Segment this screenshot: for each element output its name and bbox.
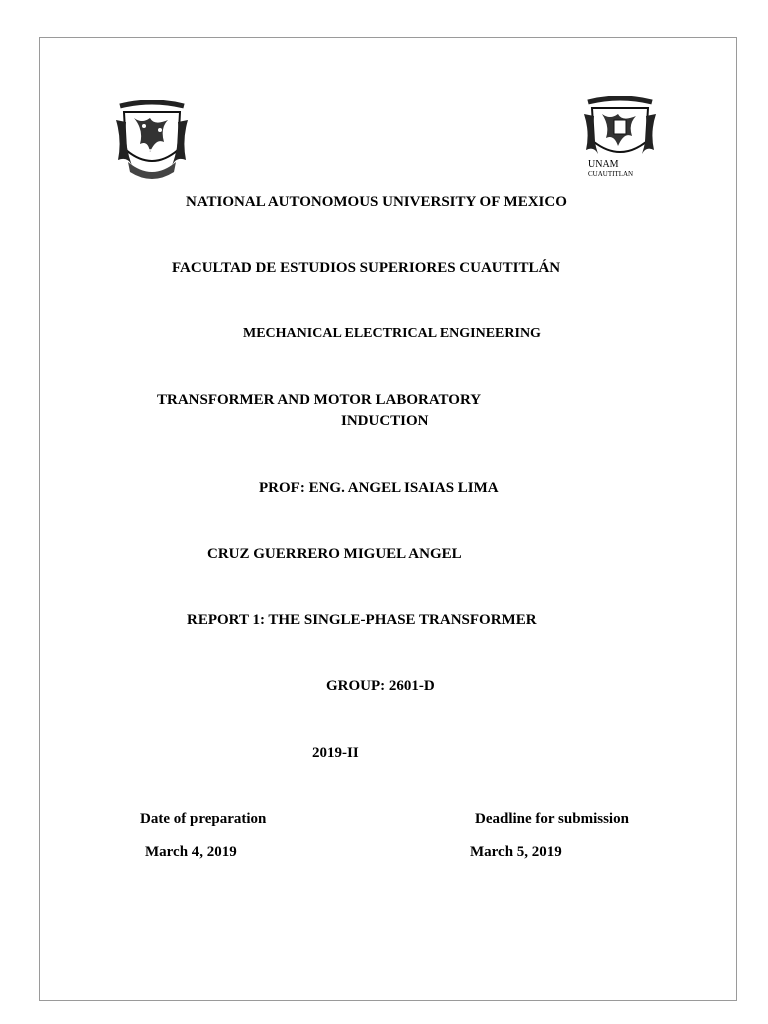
unam-coat-of-arms-icon: [114, 100, 190, 182]
group-number: GROUP: 2601-D: [326, 678, 435, 694]
university-title: NATIONAL AUTONOMOUS UNIVERSITY OF MEXICO: [186, 194, 567, 210]
course-title-line1: TRANSFORMER AND MOTOR LABORATORY: [157, 392, 482, 408]
semester: 2019-II: [312, 745, 359, 761]
report-title: REPORT 1: THE SINGLE-PHASE TRANSFORMER: [187, 612, 537, 628]
course-title-line2: INDUCTION: [341, 413, 429, 429]
professor-name: PROF: ENG. ANGEL ISAIAS LIMA: [259, 480, 499, 496]
logo-caption-unam: UNAM: [588, 159, 619, 170]
deadline-label: Deadline for submission: [475, 811, 629, 827]
program-title: MECHANICAL ELECTRICAL ENGINEERING: [243, 326, 541, 341]
deadline-value: March 5, 2019: [470, 844, 562, 860]
preparation-date-value: March 4, 2019: [145, 844, 237, 860]
faculty-title: FACULTAD DE ESTUDIOS SUPERIORES CUAUTITLÁN: [172, 260, 561, 276]
fes-cuautitlan-emblem-icon: [584, 96, 656, 160]
logo-caption-cuautitlan: CUAUTITLAN: [588, 170, 634, 178]
preparation-date-label: Date of preparation: [140, 811, 267, 827]
student-name: CRUZ GUERRERO MIGUEL ANGEL: [207, 546, 462, 562]
